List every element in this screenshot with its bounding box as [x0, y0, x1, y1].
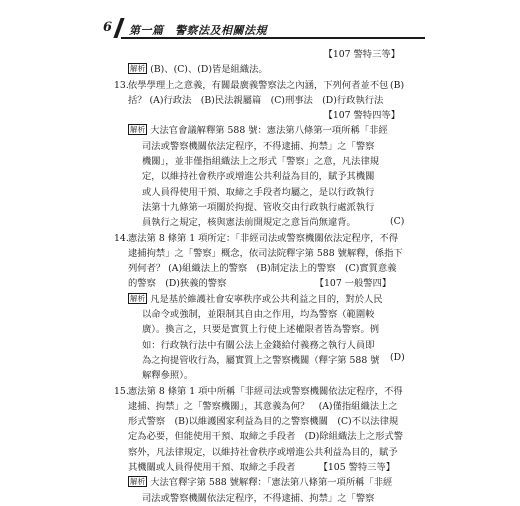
page-body [114, 47, 404, 506]
text-line [128, 215, 400, 230]
text-line [128, 399, 400, 414]
line-text: 大法官釋字第 588 號解釋：「憲法第八條第一項所稱「非經 [150, 477, 393, 489]
text-line [128, 154, 400, 169]
text-line [128, 322, 400, 337]
answer-label: (D) [390, 352, 405, 363]
line-text: 或人員得使用干預、取締之手段者均屬之，是以行政執行 [142, 186, 375, 198]
text-line [128, 460, 400, 475]
answer-label: (C) [390, 216, 405, 227]
line-text: 括？ (A)行政法 (B)民法親屬篇 (C)刑事法 (D)行政執行法 [128, 94, 384, 106]
header-rule [121, 37, 425, 39]
text-line [128, 429, 404, 444]
line-text: 逮捕、拘禁」之「警察機關」，其意義為何？ (A)僅指組織法上之 [128, 400, 398, 412]
text-line [128, 475, 400, 490]
line-text: 員執行之規定，核與憲法前開規定之意旨尚無違背。 [142, 217, 356, 229]
text-line [128, 445, 400, 460]
header-slash-decoration [113, 18, 124, 38]
text-line [128, 353, 400, 368]
question-number: 13. [114, 79, 129, 91]
line-text: 其機關或人員得使用干預、取締之手段者 【105 警特三等】 [128, 462, 396, 474]
text-line [128, 139, 400, 154]
text-line [128, 246, 403, 261]
page-header [95, 18, 425, 42]
line-text: 列何者？ (A)組織法上的警察 (B)制定法上的警察 (C)實質意義 [128, 263, 397, 275]
line-text: 【107 警特三等】 [323, 49, 400, 60]
line-text: 解釋參照）。 [142, 370, 194, 382]
line-text: 憲法第 8 條第 1 項中所稱「非經司法或警察機關依法定程序，不得 [128, 385, 403, 397]
text-line [128, 47, 400, 62]
line-text: (B)、(C)、(D)皆是組織法。 [150, 64, 268, 76]
text-line [128, 185, 400, 200]
line-text: 定為必要，但能使用干預、取締之手段者 (D)除組織法上之形式警 [128, 431, 404, 443]
line-text: 司法或警察機關依法定程序，不得逮捕、拘禁」之「警察 [142, 140, 375, 152]
line-text: 廣）。換言之，只要是實質上行使上述權限者皆為警察。例 [142, 324, 380, 336]
line-text: 凡是基於維護社會安寧秩序或公共利益之目的，對於人民 [150, 293, 383, 305]
line-text: 形式警察 (B)以維護國家利益為目的之警察機關 (C)不以法律規 [128, 416, 399, 428]
question-number: 15. [114, 385, 129, 397]
text-line [128, 62, 400, 77]
line-text: 司法或警察機關依法定程序，不得逮捕、拘禁」之「警察 [142, 492, 375, 504]
text-line [128, 200, 400, 215]
text-line [128, 169, 400, 184]
line-text: 察外，凡法律規定，以維持社會秩序或增進公共利益為目的，賦予 [128, 446, 398, 458]
line-text: 法第十九條第一項關於拘提、管收交由行政執行處派執行 [142, 201, 375, 213]
line-text: 憲法第 8 條第 1 項所定：「非經司法或警察機關依法定程序，不得 [128, 232, 399, 244]
text-line [128, 276, 400, 291]
text-line [128, 338, 400, 353]
analysis-tag: 解析 [130, 64, 146, 74]
line-text: 為之拘提管收行為，屬實質上之警察機關（釋字第 588 號 [142, 354, 380, 366]
line-text: 如：行政執行法中有關公法上金錢給付義務之執行人員即 [142, 339, 375, 351]
line-text: 以命令或強制，並限制其自由之作用，均為警察（範圍較 [142, 309, 375, 321]
page-number: 6 [103, 20, 113, 35]
line-text: 大法官會議解釋第 588 號：憲法第八條第一項所稱「非經 [150, 125, 388, 137]
text-line [114, 384, 403, 399]
line-text: 的警察 (D)狹義的警察 【107 一般警四】 [128, 278, 392, 290]
text-line [114, 231, 400, 246]
chapter-title: 第一篇 警察法及相關法規 [129, 24, 267, 37]
text-line [128, 108, 400, 123]
analysis-tag: 解析 [130, 125, 146, 135]
line-text: 依學學理上之意義，有關最廣義警察法之內涵，下列何者並不包 [128, 79, 389, 91]
text-line [114, 78, 400, 93]
line-text: 【107 警特四等】 [323, 110, 400, 122]
text-line [128, 292, 400, 307]
analysis-tag: 解析 [130, 293, 146, 303]
text-line [128, 307, 400, 322]
line-text: 逮捕拘禁」之「警察」概念，依司法院釋字第 588 號解釋，係指下 [128, 247, 403, 259]
question-number: 14. [114, 232, 129, 244]
analysis-tag: 解析 [130, 477, 146, 487]
answer-label: (B) [390, 80, 405, 91]
text-line [128, 93, 400, 108]
text-line [128, 491, 400, 506]
line-text: 定，以維持社會秩序或增進公共利益為目的，賦予其機關 [142, 171, 375, 183]
text-line [128, 261, 400, 276]
line-text: 機關」，並非僅指組織法上之形式「警察」之意，凡法律規 [142, 156, 380, 168]
text-line [128, 414, 400, 429]
text-line [128, 368, 400, 383]
text-line [128, 123, 400, 138]
